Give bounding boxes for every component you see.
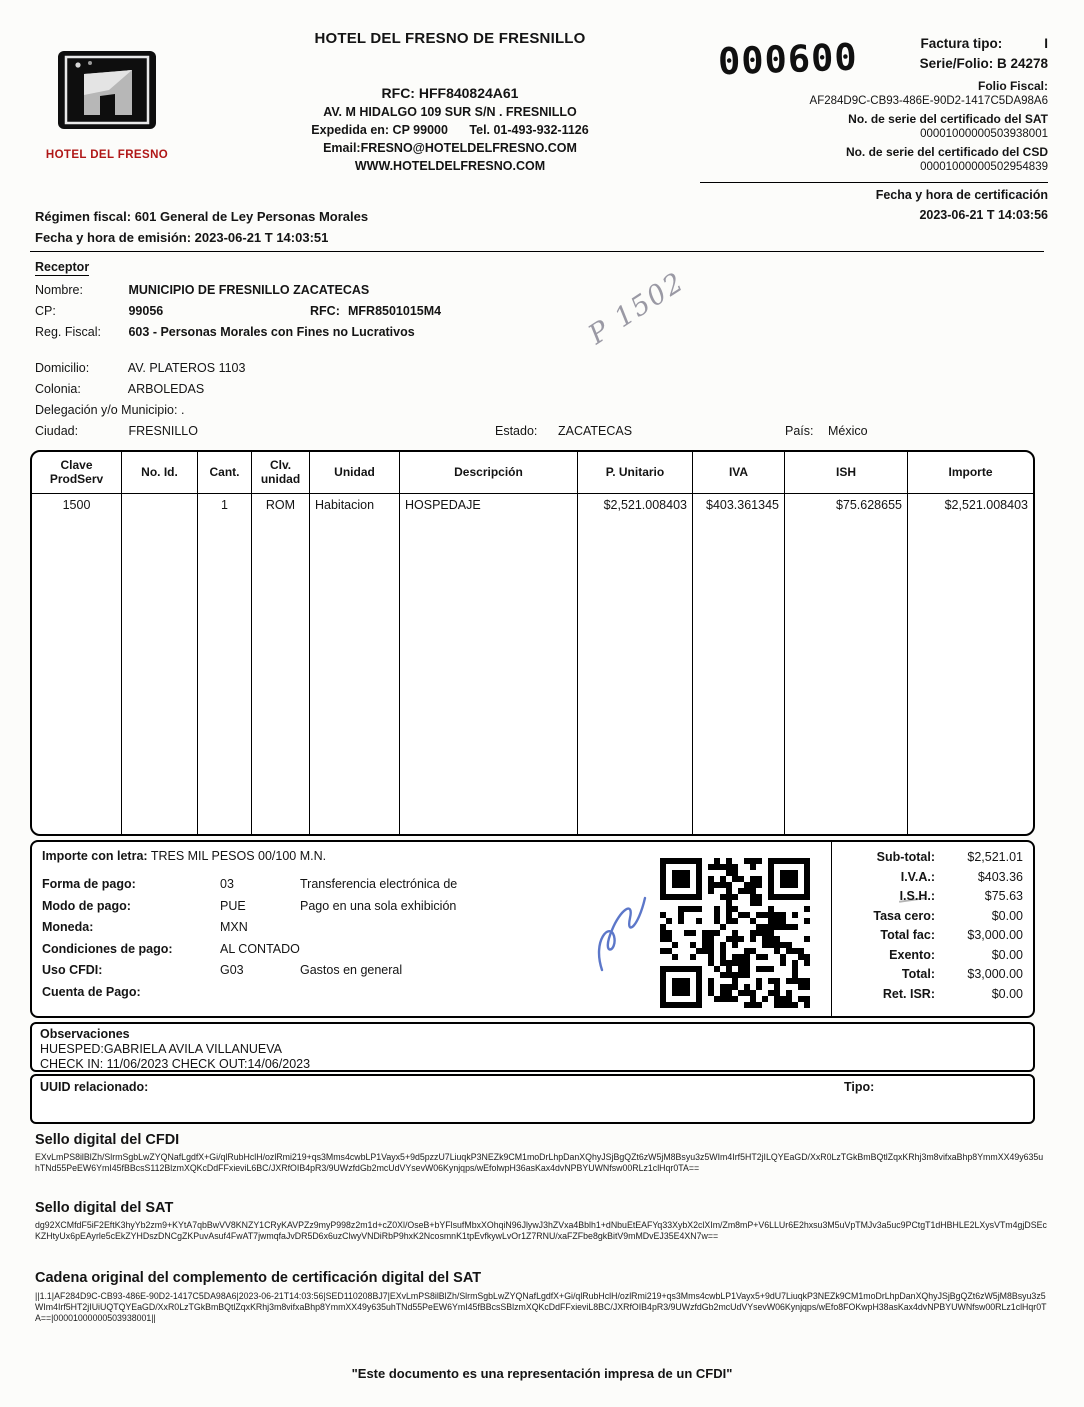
cell-no-id [122,494,197,516]
total-label: Total: [901,967,935,981]
ret-isr-value: $0.00 [991,986,1023,1001]
serie-folio-value: B 24278 [996,56,1048,71]
delegacion-label: Delegación y/o Municipio: [35,403,178,417]
importe-con-letra-row [42,849,326,863]
col-header-cant: Cant. [198,452,251,494]
cp-value: 99056 [128,304,164,318]
cert-datetime-value: 2023-06-21 T 14:03:56 [919,208,1048,222]
sat-cert-label: No. de serie del certificado del SAT [848,112,1048,126]
condiciones-pago-row [42,942,602,964]
cell-clv-unidad: ROM [265,498,296,512]
iva-label: I.V.A.: [900,869,935,884]
uuid-box [30,1074,1035,1124]
handwritten-scribble [588,884,658,979]
items-table [30,450,1035,836]
col-unidad [310,452,400,834]
modo-pago-desc: Pago en una sola exhibición [300,898,457,913]
serie-folio-row [700,56,1048,76]
receptor-cp-rfc-row [35,304,1047,318]
receptor-section [35,260,1047,438]
estado-value: ZACATECAS [558,424,633,438]
col-header-unidad: Unidad [310,452,399,494]
receptor-domicilio-row [35,361,1047,375]
hotel-website: WWW.HOTELDELFRESNO.COM [354,159,546,173]
hotel-logo-text: HOTEL DEL FRESNO [45,149,169,161]
col-ish [785,452,908,834]
colonia-value: ARBOLEDAS [127,382,205,396]
observaciones-title: Observaciones [40,1027,130,1041]
total-row-ish [836,889,1023,909]
sello-sat-title: Sello digital del SAT [35,1200,174,1216]
cell-iva: $403.361345 [706,498,779,512]
ret-isr-label: Ret. ISR: [882,986,935,1001]
col-iva [693,452,785,834]
fecha-emision: Fecha y hora de emisión: 2023-06-21 T 14:03:51 [35,230,329,245]
reg-fiscal-value: 603 - Personas Morales con Fines no Lucrativos [128,325,415,339]
handwritten-note: P 1502 [583,266,691,351]
rfc-value: MFR8501015M4 [348,304,442,318]
cell-unidad: Habitacion [315,498,375,512]
subtotal-label: Sub-total: [876,850,935,864]
hotel-logo [36,50,178,161]
receptor-regfiscal-row [35,325,1047,339]
moneda-row [42,920,602,942]
col-header-no-id: No. Id. [122,452,197,494]
header-divider [30,251,1044,252]
colonia-label: Colonia: [35,382,81,396]
csd-cert-label: No. de serie del certificado del CSD [845,145,1048,159]
uuid-label: UUID relacionado: [40,1080,149,1094]
sello-cfdi-title: Sello digital del CFDI [35,1132,180,1148]
folio-fiscal-label: Folio Fiscal: [977,79,1048,93]
cuenta-pago-label: Cuenta de Pago: [42,984,141,999]
col-descripcion [400,452,578,834]
tasa-cero-value: $0.00 [991,908,1023,923]
col-header-descripcion: Descripción [400,452,577,494]
hotel-logo-icon [57,50,157,130]
cuenta-pago-desc [300,985,602,1007]
pais-value: México [828,424,868,438]
serie-folio-label: Serie/Folio: [919,56,994,71]
col-cant [198,452,252,834]
hotel-name: HOTEL DEL FRESNO DE FRESNILLO [314,30,586,47]
col-clv-unidad [252,452,310,834]
factura-tipo-value: I [1044,36,1048,51]
total-row-total-fac [836,928,1023,948]
ish-value: $75.63 [984,889,1023,903]
sello-sat-text: dg92XCMfdF5iF2EftK3hyYb2zm9+KYtA7qbBwVV8KNZY1CRyKAVPZz9myP998z2m1d+cZ0Xl/OseB+bYFlsufMbxXOhqiN96JlywJ3hZVxa4Bblh1+dNbuEtEAFYq33XybX2clXIm/Zm8mP+V6LLUr6E2hxsu3M5uVpTMJv3a5uc9PCtgT1dHBHLE2LXysVTm4gjDSEcKZHtyUx6pEAyrle5cEkZYHDszDNCgZKPuvAsuf4FwAT7jwmqfaJvDR5D6x6uzClwyVNDiRbP9hxK2NcosmnK1tpEvfkywLvOr1Z7RNU/xaFZFbe8gkBitV9mMDvEJ35E4XN7w== [35,1220,1047,1241]
ish-label: I.S.H.: [899,889,935,903]
col-no-id [122,452,198,834]
observaciones-huesped: HUESPED:GABRIELA AVILA VILLANUEVA [40,1042,283,1056]
totals-panel [831,842,1033,1016]
uso-cfdi-row [42,963,602,985]
receptor-title: Receptor [35,260,90,274]
modo-pago-row [42,899,602,921]
moneda-label: Moneda: [42,920,94,934]
nombre-label: Nombre: [35,283,83,297]
cell-ish: $75.628655 [835,498,902,512]
uso-cfdi-label: Uso CFDI: [42,963,103,977]
col-header-ish: ISH [785,452,907,494]
sello-cfdi-text: EXvLmPS8ilBlZh/SlrmSgbLwZYQNafLgdfX+Gi/qlRubHclH/ozlRmi219+qs3Mms4cwbLP1Vayx5+9d5pzzU7LiuqkP3NEZk9CM1moDrLhpDanXQhyJSjBgQZt6zW5jM8Bsyu3z5WIm4Irf5HT2jILQYEaGD/XxR0LzTGkBmBQtlZqxKRhj3m8vifxaBhp8YmmXX49y635uhTNd55PeEW6YmI45fBBcsS112BlzmXQKcDdFFxieviL6BC/JXRfOIB4pR3/9UWzfdGb2mcUdVYsevW06Kynjqps/wEfolwpH36asKax4dvNPBYUWNfsw00RLz1clHqr0TA== [35,1152,1044,1173]
ciudad-value: FRESNILLO [128,424,198,438]
moneda-desc [300,920,602,942]
cell-descripcion: HOSPEDAJE [405,498,481,512]
total-row-total [836,967,1023,987]
forma-pago-desc: Transferencia electrónica de [300,877,458,891]
rfc-label: RFC: [310,304,340,318]
total-row-iva [836,870,1023,890]
payment-rows [42,877,602,1006]
receptor-ciudad-row [35,424,1047,438]
hotel-phone: Tel. 01-493-932-1126 [469,123,589,137]
folio-fiscal-value: AF284D9C-CB93-486E-90D2-1417C5DA98A6 [809,95,1048,107]
cfdi-disclaimer: "Este documento es una representación impresa de un CFDI" [351,1366,733,1381]
ciudad-label: Ciudad: [35,424,79,438]
total-fac-value: $3,000.00 [967,928,1023,942]
cell-cant: 1 [221,498,228,512]
domicilio-label: Domicilio: [35,361,90,375]
receptor-colonia-row [35,382,1047,396]
nombre-value: MUNICIPIO DE FRESNILLO ZACATECAS [128,283,370,297]
hotel-email: Email:FRESNO@HOTELDELFRESNO.COM [323,141,577,155]
regimen-fiscal: Régimen fiscal: 601 General de Ley Personas Morales [35,209,369,224]
importe-letra-label: Importe con letra: [42,849,148,863]
uso-cfdi-code: G03 [220,963,244,977]
delegacion-value: . [180,403,185,417]
cp-label: CP: [35,304,56,318]
uso-cfdi-desc: Gastos en general [300,963,403,977]
moneda-code: MXN [220,920,248,934]
exento-value: $0.00 [991,947,1023,962]
cell-clave-prodserv: 1500 [62,498,91,512]
factura-tipo-label: Factura tipo: [920,36,1003,51]
cadena-original-text: ||1.1|AF284D9C-CB93-486E-90D2-1417C5DA98A6|2023-06-21T14:03:56|SED110208BJ7|EXvLmPS8ilBlZh/SlrmSgbLwZYQNafLgdfX+Gi/qlRubHclH/ozlRmi219+qs3Mms4cwbLP1Vayx5+9dU7LiuqkP3NEZk9CM1moDrLhpDanXQhyJSjBgQZt6zW5jM8Bsyu3z5WIm4Irf5HT2jIUiUQTQYEaGD/XxR0LzTGkBmBQtlZqxKRhj3m8vifxaBhp8YmmXX49y635uhTNd55PeEW6YmI45fBBcsSBlzmXQKcDdFFxieviL8BC/JXRfOIB4pR3/9UWzfdGb2mcUdVYsevW06Kynjqps/wEfo8FOKwpH38asKax4dvNPBYUWNfsw00RLz1clHqr0TA==|00001000000503938001|| [35,1291,1047,1323]
folio-stamp: 000600 [717,35,859,84]
total-fac-label: Total fac: [880,928,935,942]
col-header-clave-prodserv: Clave ProdServ [32,452,121,494]
observaciones-box [30,1022,1035,1072]
importe-letra-value: TRES MIL PESOS 00/100 M.N. [150,849,327,863]
domicilio-value: AV. PLATEROS 1103 [127,361,246,375]
forma-pago-code: 03 [220,877,234,891]
sat-cert-value: 00001000000503938001 [920,128,1048,140]
condiciones-pago-label: Condiciones de pago: [42,941,173,956]
total-row-exento [836,948,1023,968]
hotel-expedida-row [232,123,668,137]
subtotal-value: $2,521.01 [967,850,1023,864]
receptor-delegacion-row [35,403,1047,417]
cadena-original-title: Cadena original del complemento de certificación digital del SAT [35,1270,482,1286]
col-p-unitario [578,452,693,834]
receptor-nombre-row [35,283,1047,297]
cell-importe: $2,521.008403 [944,498,1028,512]
cell-p-unitario: $2,521.008403 [603,498,687,512]
iva-value: $403.36 [977,869,1023,884]
factura-tipo-row [700,36,1048,56]
total-row-tasa-cero [836,909,1023,929]
col-header-importe: Importe [908,452,1033,494]
header-right [700,36,1048,222]
observaciones-fechas: CHECK IN: 11/06/2023 CHECK OUT:14/06/2023 [40,1057,311,1071]
hotel-address: AV. M HIDALGO 109 SUR S/N . FRESNILLO [323,105,577,119]
reg-fiscal-label: Reg. Fiscal: [35,325,101,339]
cert-divider [700,182,1048,183]
tipo-label: Tipo: [844,1080,875,1094]
pais-label: País: [785,424,814,438]
exento-label: Exento: [889,947,935,962]
regimen-block [35,206,368,248]
hotel-rfc: RFC: HFF840824A61 [381,85,519,101]
col-header-clv-unidad: Clv. unidad [252,452,309,494]
csd-cert-value: 00001000000502954839 [920,161,1048,173]
total-value: $3,000.00 [967,967,1023,981]
hotel-expedida: Expedida en: CP 99000 [311,123,448,137]
condiciones-pago-code: AL CONTADO [220,941,300,956]
cert-datetime-label: Fecha y hora de certificación [875,188,1048,202]
modo-pago-label: Modo de pago: [42,898,131,913]
payment-box [30,840,1035,1018]
estado-label: Estado: [495,424,538,438]
tasa-cero-label: Tasa cero: [873,908,935,923]
qr-code [660,858,810,1008]
col-header-p-unitario: P. Unitario [578,452,692,494]
cuenta-pago-row [42,985,602,1007]
col-header-iva: IVA [693,452,784,494]
col-clave-prodserv [32,452,122,834]
total-row-ret-isr [836,987,1023,1007]
col-importe [908,452,1033,834]
total-row-subtotal [836,850,1023,870]
cuenta-pago-code [220,985,300,1007]
modo-pago-code: PUE [220,898,246,913]
condiciones-pago-desc [300,942,602,964]
header-center [232,30,668,173]
forma-pago-label: Forma de pago: [42,877,136,891]
forma-pago-row [42,877,602,899]
